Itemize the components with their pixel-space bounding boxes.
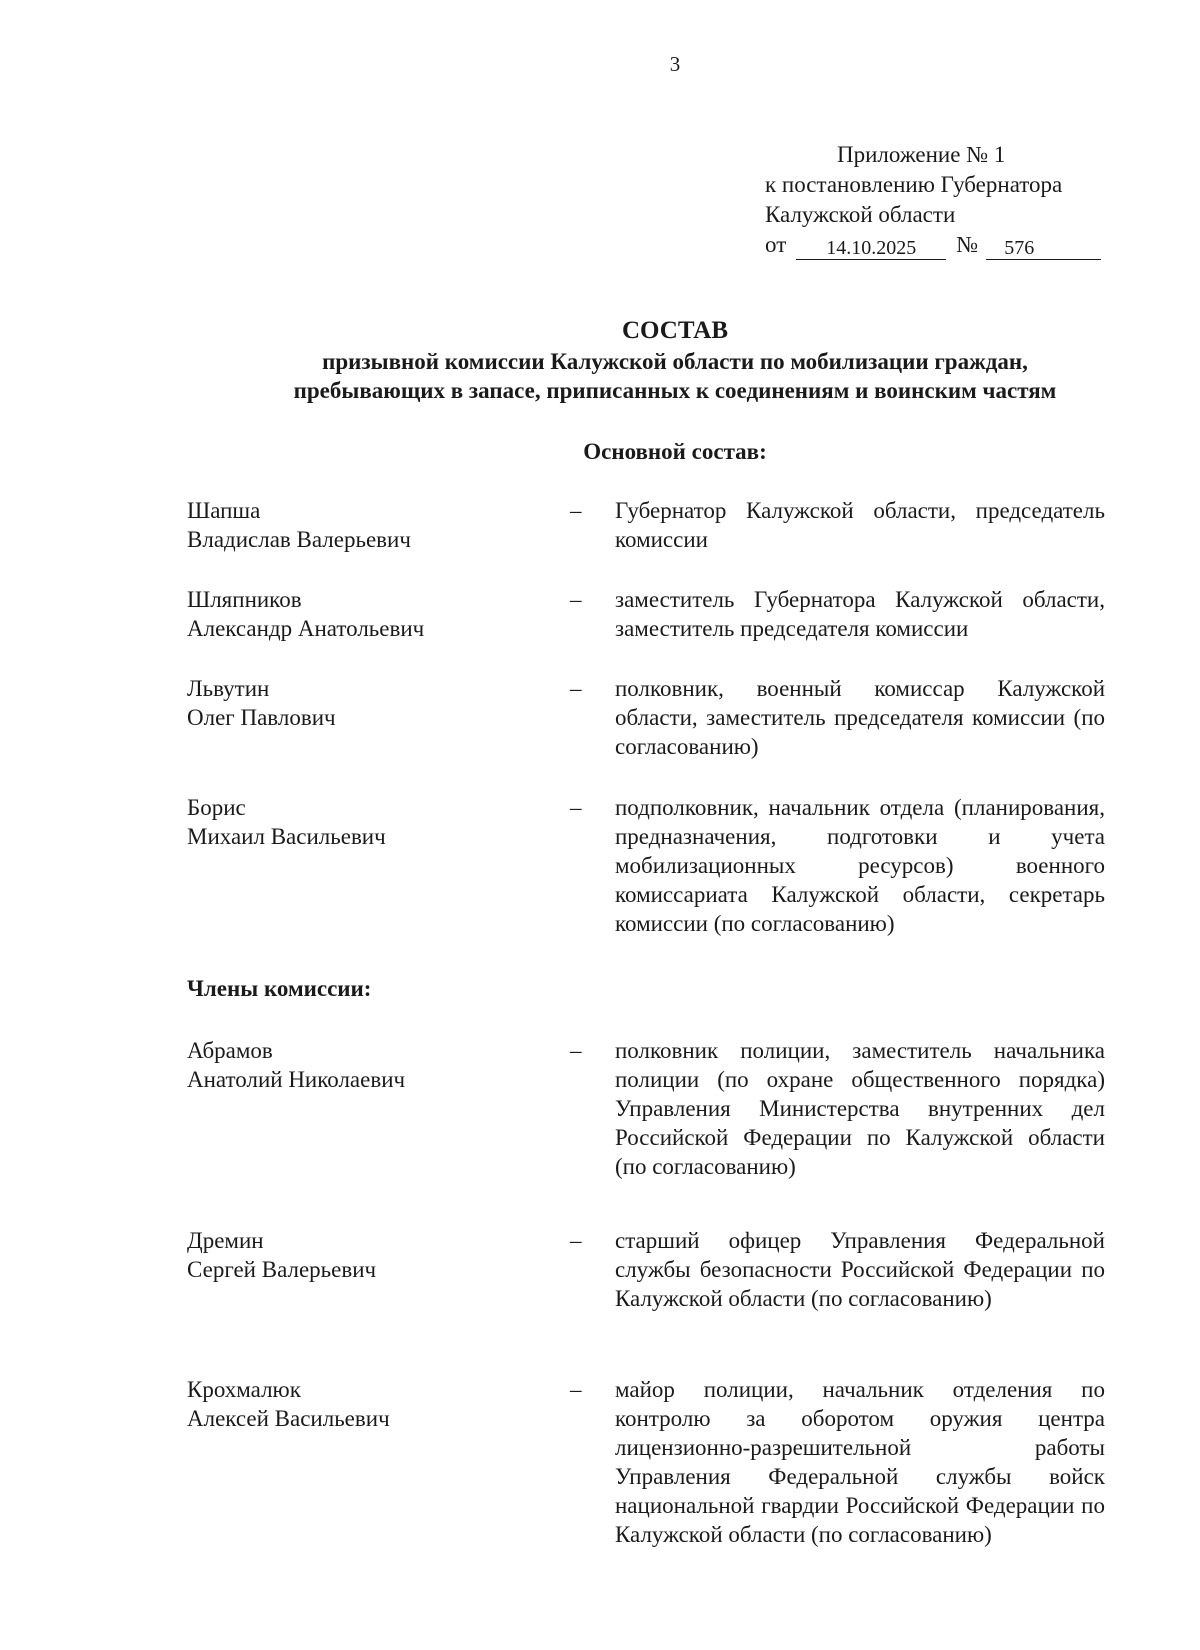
member-surname: Шляпников [187, 587, 302, 612]
title-subtitle-line-1: призывной комиссии Калужской области по мобилизации граждан, [322, 349, 1028, 374]
document-title [0, 315, 1200, 405]
dash-separator: – [570, 1228, 582, 1253]
member-name [187, 585, 547, 643]
number-label: № [956, 232, 979, 257]
member-given-names: Михаил Васильевич [187, 824, 386, 849]
member-name [187, 1036, 547, 1094]
dash-separator: – [570, 587, 582, 612]
member-surname: Абрамов [187, 1038, 273, 1063]
member-given-names: Владислав Валерьевич [187, 527, 411, 552]
member-given-names: Александр Анатольевич [187, 616, 425, 641]
member-surname: Борис [187, 795, 246, 820]
dash-separator: – [570, 795, 582, 820]
decree-date: 14.10.2025 [796, 237, 946, 260]
decree-number: 576 [986, 237, 1101, 260]
member-name [187, 496, 547, 554]
member-position: полковник, военный комиссар Калужской области, заместитель председателя комиссии (по согласованию) [615, 676, 1105, 759]
member-surname: Шапша [187, 498, 261, 523]
member-name [187, 1226, 547, 1284]
commission-members-heading: Члены комиссии: [187, 976, 372, 1001]
dash-separator: – [570, 498, 582, 523]
member-given-names: Анатолий Николаевич [187, 1067, 406, 1092]
member-given-names: Алексей Васильевич [187, 1406, 390, 1431]
member-position: старший офицер Управления Федеральной службы безопасности Российской Федерации по Калужской области (по согласованию) [615, 1228, 1105, 1311]
member-position: подполковник, начальник отдела (планирования, предназначения, подготовки и учета мобилизационных ресурсов) военного комиссариата Калужской области, секретарь комиссии (по согласованию) [615, 795, 1105, 936]
member-name [187, 1375, 547, 1433]
dash-separator: – [570, 1377, 582, 1402]
appendix-region: Калужской области [765, 202, 956, 227]
main-composition-heading: Основной состав: [583, 439, 767, 464]
member-given-names: Олег Павлович [187, 705, 336, 730]
member-name [187, 674, 547, 732]
member-position: майор полиции, начальник отделения по контролю за оборотом оружия центра лицензионно-разрешительной работы Управления Федеральной службы войск национальной гвардии Российской Федерации по Калужской области (по согласованию) [615, 1377, 1105, 1547]
appendix-title: Приложение № 1 [837, 142, 1006, 167]
from-label: от [765, 232, 787, 257]
member-position: Губернатор Калужской области, председатель комиссии [615, 498, 1105, 552]
appendix-date-row [765, 230, 1101, 260]
appendix-reference: к постановлению Губернатора [765, 172, 1063, 197]
member-position: заместитель Губернатора Калужской области, заместитель председателя комиссии [615, 587, 1105, 641]
member-surname: Крохмалюк [187, 1377, 301, 1402]
title-subtitle-line-2: пребывающих в запасе, приписанных к соединениям и воинским частям [293, 378, 1057, 403]
member-position: полковник полиции, заместитель начальника полиции (по охране общественного порядка) Управления Министерства внутренних дел Российской Федерации по Калужской области (по согласованию) [615, 1038, 1105, 1179]
member-name [187, 793, 547, 851]
member-given-names: Сергей Валерьевич [187, 1257, 377, 1282]
dash-separator: – [570, 676, 582, 701]
title-main: СОСТАВ [621, 317, 729, 344]
page-number: 3 [669, 52, 681, 76]
appendix-block [765, 140, 1101, 260]
dash-separator: – [570, 1038, 582, 1063]
member-surname: Дремин [187, 1228, 264, 1253]
member-surname: Львутин [187, 676, 270, 701]
